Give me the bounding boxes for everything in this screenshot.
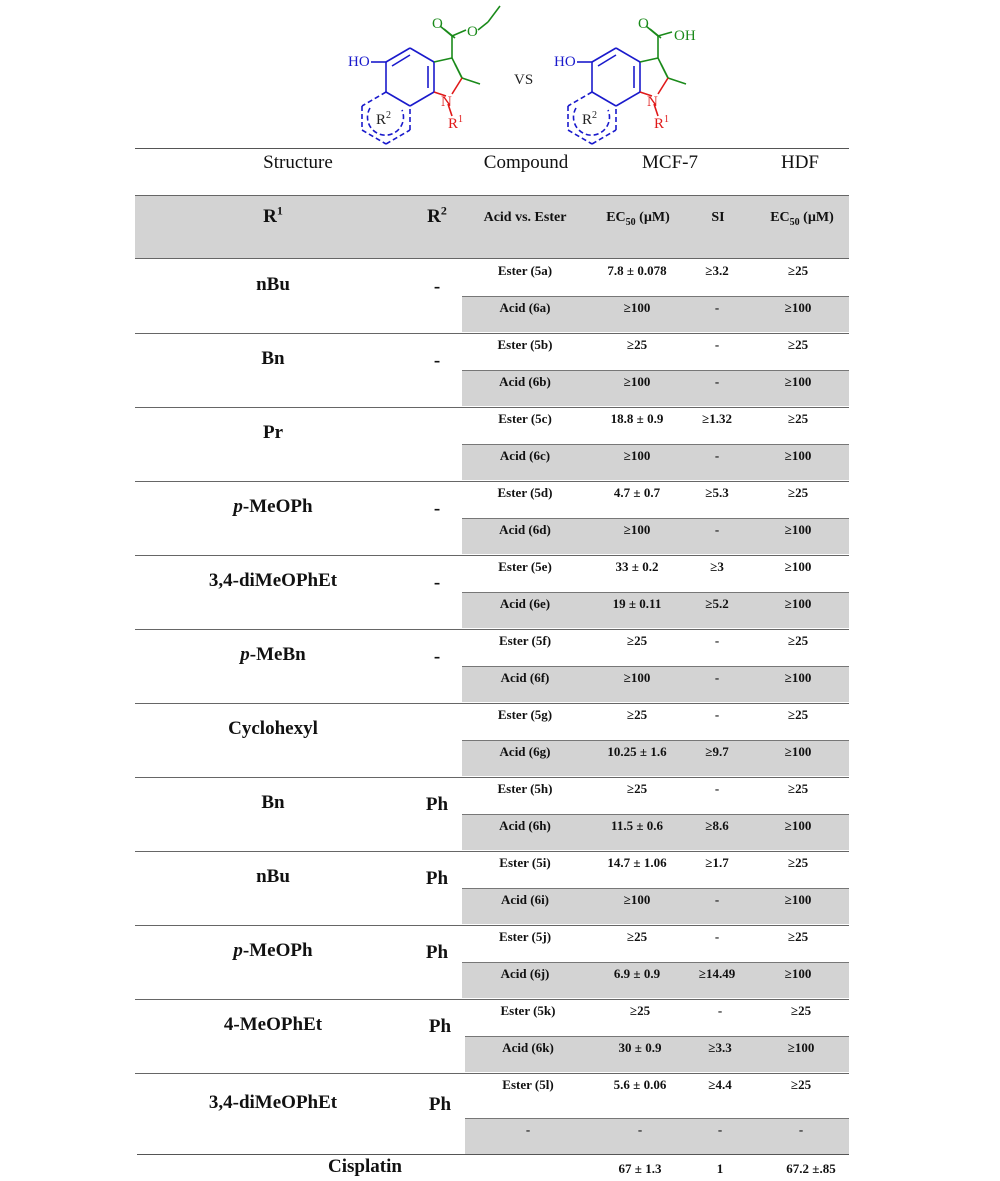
- compound-cell: Ester (5l): [502, 1077, 554, 1092]
- row-rule: [462, 814, 849, 815]
- ec50-mcf7-cell: 19 ± 0.11: [612, 596, 662, 611]
- ec50-hdf-cell: ≥100: [784, 300, 812, 315]
- si-cell: -: [714, 522, 720, 537]
- si-cell: -: [714, 670, 720, 685]
- group-rule: [135, 777, 849, 778]
- si-cell: -: [714, 781, 720, 796]
- ec50-hdf-cell: ≥100: [784, 522, 812, 537]
- r1-substituent: nBu: [256, 273, 290, 295]
- si-cell: -: [714, 633, 720, 648]
- r1-label: $R^1$: [448, 114, 464, 132]
- si-cell: -: [717, 1003, 723, 1018]
- ec50-mcf7-cell: ≥100: [623, 522, 651, 537]
- row-rule: [462, 888, 849, 889]
- group-rule: [135, 333, 849, 334]
- r1-substituent: p-MeOPh: [233, 495, 313, 517]
- ec50-hdf-cell: ≥100: [784, 448, 812, 463]
- compound-cell: Ester (5i): [499, 855, 551, 870]
- ec50-hdf-cell: -: [798, 1122, 804, 1137]
- acid-structure: [554, 16, 696, 144]
- ec50-mcf7-cell: 30 ± 0.9: [618, 1040, 662, 1055]
- row-rule: [462, 296, 849, 297]
- si-cell: -: [714, 929, 720, 944]
- r2-substituent: Ph: [428, 1093, 452, 1115]
- r1-substituent: 4-MeOPhEt: [223, 1013, 323, 1035]
- ec50-hdf-cell: ≥100: [784, 374, 812, 389]
- ec50-hdf-cell: ≥25: [787, 929, 809, 944]
- compound-cell: Acid (6g): [499, 744, 551, 759]
- ec50-mcf7-cell: 33 ± 0.2: [615, 559, 659, 574]
- row-rule: [465, 1036, 849, 1037]
- ec50-mcf7-cell: ≥100: [623, 448, 651, 463]
- compound-cell: Ester (5j): [498, 929, 552, 944]
- carbonyl-o-label: O: [432, 16, 443, 32]
- header-compound: Compound: [483, 152, 569, 173]
- ec50-mcf7-cell: ≥25: [626, 337, 648, 352]
- ec50-hdf-cell: ≥25: [787, 337, 809, 352]
- ec50-mcf7-cell: 11.5 ± 0.6: [611, 818, 663, 833]
- si-cell: -: [717, 1122, 723, 1137]
- r2-substituent: -: [433, 275, 441, 297]
- row-rule: [462, 666, 849, 667]
- compound-cell: Acid (6k): [502, 1040, 554, 1055]
- ec50-mcf7-cell: ≥100: [623, 300, 651, 315]
- r1-substituent: p-MeOPh: [233, 939, 313, 961]
- ec50-mcf7-cell: 6.9 ± 0.9: [613, 966, 661, 981]
- compound-cell: Ester (5e): [498, 559, 552, 574]
- compound-cell: Acid (6d): [499, 522, 551, 537]
- reference-name: Cisplatin: [328, 1156, 402, 1177]
- si-cell: ≥5.2: [705, 596, 729, 611]
- r2-substituent: -: [433, 645, 441, 667]
- si-cell: -: [714, 707, 720, 722]
- r1-substituent: Bn: [261, 791, 285, 813]
- top-rule: [135, 148, 849, 149]
- row-rule: [462, 592, 849, 593]
- ec50-mcf7-cell: -: [637, 1122, 643, 1137]
- ec50-hdf-cell: ≥25: [790, 1077, 812, 1092]
- si-cell: -: [714, 337, 720, 352]
- compound-cell: -: [525, 1122, 531, 1137]
- subheader-si: SI: [711, 210, 725, 225]
- r2-substituent: Ph: [425, 867, 449, 889]
- si-cell: ≥8.6: [705, 818, 729, 833]
- ec50-mcf7-cell: ≥25: [626, 633, 648, 648]
- header-structure: Structure: [263, 152, 333, 173]
- si-cell: ≥1.7: [705, 855, 729, 870]
- compound-cell: Ester (5b): [497, 337, 553, 352]
- r2-label: $R^2$: [582, 110, 598, 128]
- ec50-mcf7-cell: 5.6 ± 0.06: [613, 1077, 667, 1092]
- compound-cell: Ester (5d): [497, 485, 553, 500]
- group-rule: [135, 481, 849, 482]
- compound-cell: Acid (6a): [499, 300, 551, 315]
- header-mcf7: MCF-7: [642, 152, 698, 173]
- si-cell: -: [714, 892, 720, 907]
- ec50-hdf-cell: ≥25: [787, 485, 809, 500]
- ec50-mcf7-cell: 10.25 ± 1.6: [607, 744, 667, 759]
- ec50-mcf7-cell: ≥25: [626, 781, 648, 796]
- subheader-top-rule: [135, 195, 849, 196]
- compound-cell: Ester (5h): [497, 781, 553, 796]
- r2-substituent: -: [433, 497, 441, 519]
- group-rule: [135, 703, 849, 704]
- ester-structure: [348, 6, 500, 144]
- subheader-bottom-rule: [135, 258, 849, 259]
- ec50-hdf-cell: ≥100: [784, 818, 812, 833]
- n-label: N: [647, 94, 658, 110]
- ec50-hdf-cell: ≥25: [787, 855, 809, 870]
- compound-cell: Acid (6h): [499, 818, 551, 833]
- si-cell: ≥14.49: [698, 966, 736, 981]
- r2-substituent: Ph: [428, 1015, 452, 1037]
- header-hdf: HDF: [780, 152, 820, 173]
- structure-scheme: [0, 0, 1000, 150]
- si-cell: ≥3.2: [705, 263, 729, 278]
- row-rule: [462, 370, 849, 371]
- ho-label: HO: [348, 54, 370, 70]
- reference-rule: [137, 1154, 849, 1155]
- compound-cell: Acid (6c): [499, 448, 551, 463]
- subheader-ec50-hdf: $EC_{50}$ (µM): [770, 210, 834, 228]
- si-cell: ≥5.3: [705, 485, 729, 500]
- ec50-hdf-cell: ≥100: [784, 559, 812, 574]
- si-cell: ≥3: [710, 559, 724, 574]
- reference-si: 1: [716, 1161, 724, 1176]
- ec50-hdf-cell: ≥100: [784, 892, 812, 907]
- row-rule: [462, 740, 849, 741]
- compound-cell: Acid (6b): [499, 374, 551, 389]
- compound-cell: Ester (5c): [498, 411, 552, 426]
- r1-substituent: 3,4-diMeOPhEt: [208, 1091, 338, 1113]
- group-rule: [135, 629, 849, 630]
- r1-substituent: Pr: [262, 421, 284, 443]
- si-cell: -: [714, 300, 720, 315]
- compound-cell: Ester (5f): [498, 633, 552, 648]
- r2-substituent: -: [433, 571, 441, 593]
- ec50-mcf7-cell: 18.8 ± 0.9: [610, 411, 664, 426]
- compound-cell: Acid (6e): [499, 596, 551, 611]
- reference-hdf: 67.2 ±.85: [786, 1161, 836, 1176]
- row-rule: [465, 1118, 849, 1119]
- ec50-mcf7-cell: ≥100: [623, 892, 651, 907]
- ec50-hdf-cell: ≥100: [784, 966, 812, 981]
- compound-cell: Acid (6f): [500, 670, 550, 685]
- ec50-mcf7-cell: ≥25: [629, 1003, 651, 1018]
- si-cell: -: [714, 374, 720, 389]
- ec50-mcf7-cell: ≥25: [626, 707, 648, 722]
- ec50-mcf7-cell: 4.7 ± 0.7: [613, 485, 661, 500]
- ec50-hdf-cell: ≥100: [784, 744, 812, 759]
- ester-o-label: O: [467, 24, 478, 40]
- compound-cell: Acid (6j): [500, 966, 550, 981]
- ec50-hdf-cell: ≥100: [784, 670, 812, 685]
- group-rule: [135, 925, 849, 926]
- r2-label: $R^2$: [376, 110, 392, 128]
- si-cell: ≥4.4: [708, 1077, 732, 1092]
- subheader-r1: $R^1$: [263, 203, 283, 227]
- group-rule: [135, 555, 849, 556]
- r1-substituent: Cyclohexyl: [228, 717, 318, 739]
- ec50-hdf-cell: ≥25: [787, 781, 809, 796]
- acid-row-band: [465, 1118, 849, 1154]
- r1-substituent: nBu: [256, 865, 290, 887]
- r1-substituent: Bn: [261, 347, 285, 369]
- ec50-mcf7-cell: 14.7 ± 1.06: [607, 855, 667, 870]
- compound-cell: Ester (5g): [497, 707, 553, 722]
- group-rule: [135, 999, 849, 1000]
- ec50-hdf-cell: ≥25: [787, 411, 809, 426]
- si-cell: ≥1.32: [702, 411, 732, 426]
- reference-ec50: 67 ± 1.3: [618, 1161, 662, 1176]
- ec50-hdf-cell: ≥25: [787, 707, 809, 722]
- row-rule: [462, 444, 849, 445]
- si-cell: ≥9.7: [705, 744, 729, 759]
- group-rule: [135, 407, 849, 408]
- si-cell: ≥3.3: [708, 1040, 732, 1055]
- compound-cell: Acid (6i): [500, 892, 550, 907]
- n-label: N: [441, 94, 452, 110]
- row-rule: [462, 962, 849, 963]
- ec50-hdf-cell: ≥25: [790, 1003, 812, 1018]
- ec50-hdf-cell: ≥100: [784, 596, 812, 611]
- ec50-hdf-cell: ≥100: [787, 1040, 815, 1055]
- r2-substituent: Ph: [425, 793, 449, 815]
- subheader-band: [135, 196, 849, 258]
- r2-substituent: Ph: [425, 941, 449, 963]
- si-cell: -: [714, 448, 720, 463]
- row-rule: [462, 518, 849, 519]
- ec50-mcf7-cell: ≥25: [626, 929, 648, 944]
- compound-cell: Ester (5k): [500, 1003, 556, 1018]
- compound-cell: Ester (5a): [497, 263, 553, 278]
- ec50-mcf7-cell: ≥100: [623, 374, 651, 389]
- subheader-r2: $R^2$: [427, 203, 447, 227]
- r1-label: $R^1$: [654, 114, 670, 132]
- r1-substituent: p-MeBn: [240, 643, 306, 665]
- ec50-hdf-cell: ≥25: [787, 263, 809, 278]
- r2-substituent: -: [433, 349, 441, 371]
- group-rule: [135, 1073, 849, 1074]
- ho-label: HO: [554, 54, 576, 70]
- ec50-mcf7-cell: 7.8 ± 0.078: [607, 263, 667, 278]
- group-rule: [135, 851, 849, 852]
- subheader-ec50-mcf7: $EC_{50}$ (µM): [606, 210, 670, 228]
- ec50-mcf7-cell: ≥100: [623, 670, 651, 685]
- ec50-hdf-cell: ≥25: [787, 633, 809, 648]
- vs-label: VS: [514, 72, 534, 88]
- carbonyl-o-label: O: [638, 16, 649, 32]
- subheader-acid-vs-ester: Acid vs. Ester: [483, 210, 567, 225]
- hydroxyl-label: OH: [674, 28, 696, 44]
- r1-substituent: 3,4-diMeOPhEt: [208, 569, 338, 591]
